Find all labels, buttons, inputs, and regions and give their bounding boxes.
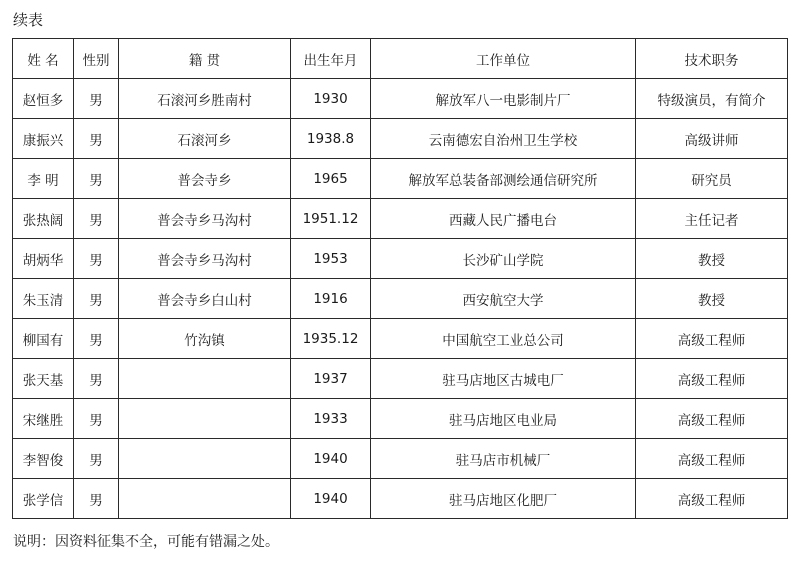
cell-birth-date: 1938.8: [291, 119, 371, 159]
cell-technical-title: 高级工程师: [636, 439, 788, 479]
cell-birth-date: 1953: [291, 239, 371, 279]
header-work-unit: 工作单位: [371, 39, 636, 79]
cell-native-place: 普会寺乡白山村: [119, 279, 291, 319]
cell-work-unit: 解放军总装备部测绘通信研究所: [371, 159, 636, 199]
cell-native-place: 普会寺乡马沟村: [119, 239, 291, 279]
cell-native-place: [119, 479, 291, 519]
cell-name: 张天基: [13, 359, 74, 399]
cell-gender: 男: [74, 399, 119, 439]
header-name: 姓 名: [13, 39, 74, 79]
cell-gender: 男: [74, 439, 119, 479]
table-row: [13, 199, 788, 239]
cell-work-unit: 云南德宏自治州卫生学校: [371, 119, 636, 159]
cell-technical-title: 高级工程师: [636, 319, 788, 359]
cell-technical-title: 高级工程师: [636, 359, 788, 399]
cell-gender: 男: [74, 79, 119, 119]
table-row: [13, 159, 788, 199]
table-row: [13, 439, 788, 479]
cell-gender: 男: [74, 319, 119, 359]
cell-gender: 男: [74, 199, 119, 239]
cell-name: 宋继胜: [13, 399, 74, 439]
cell-technical-title: 高级工程师: [636, 399, 788, 439]
header-native-place: 籍 贯: [119, 39, 291, 79]
cell-birth-date: 1935.12: [291, 319, 371, 359]
cell-name: 胡炳华: [13, 239, 74, 279]
cell-work-unit: 驻马店地区化肥厂: [371, 479, 636, 519]
personnel-table: [12, 38, 788, 519]
cell-gender: 男: [74, 159, 119, 199]
header-row: [13, 39, 788, 79]
cell-work-unit: 驻马店地区古城电厂: [371, 359, 636, 399]
cell-gender: 男: [74, 479, 119, 519]
cell-name: 李 明: [13, 159, 74, 199]
cell-work-unit: 西藏人民广播电台: [371, 199, 636, 239]
cell-native-place: 普会寺乡: [119, 159, 291, 199]
table-row: [13, 359, 788, 399]
cell-native-place: [119, 359, 291, 399]
header-birth-date: 出生年月: [291, 39, 371, 79]
table-row: [13, 319, 788, 359]
cell-native-place: 普会寺乡马沟村: [119, 199, 291, 239]
cell-work-unit: 中国航空工业总公司: [371, 319, 636, 359]
cell-birth-date: 1965: [291, 159, 371, 199]
cell-native-place: 石滚河乡胜南村: [119, 79, 291, 119]
cell-birth-date: 1937: [291, 359, 371, 399]
cell-name: 柳国有: [13, 319, 74, 359]
cell-name: 朱玉清: [13, 279, 74, 319]
cell-technical-title: 主任记者: [636, 199, 788, 239]
cell-native-place: 石滚河乡: [119, 119, 291, 159]
cell-native-place: [119, 439, 291, 479]
header-technical-title: 技术职务: [636, 39, 788, 79]
table-row: [13, 279, 788, 319]
table-row: [13, 239, 788, 279]
table-row: [13, 79, 788, 119]
header-gender: 性别: [74, 39, 119, 79]
cell-name: 赵恒多: [13, 79, 74, 119]
table-row: [13, 479, 788, 519]
cell-technical-title: 高级讲师: [636, 119, 788, 159]
cell-work-unit: 西安航空大学: [371, 279, 636, 319]
cell-work-unit: 驻马店地区电业局: [371, 399, 636, 439]
cell-work-unit: 长沙矿山学院: [371, 239, 636, 279]
cell-birth-date: 1933: [291, 399, 371, 439]
cell-name: 康振兴: [13, 119, 74, 159]
cell-technical-title: 教授: [636, 239, 788, 279]
cell-birth-date: 1930: [291, 79, 371, 119]
cell-work-unit: 解放军八一电影制片厂: [371, 79, 636, 119]
table-continuation-caption: 续表: [13, 11, 44, 29]
cell-birth-date: 1940: [291, 479, 371, 519]
cell-technical-title: 高级工程师: [636, 479, 788, 519]
cell-birth-date: 1951.12: [291, 199, 371, 239]
cell-birth-date: 1940: [291, 439, 371, 479]
cell-name: 张学信: [13, 479, 74, 519]
cell-gender: 男: [74, 119, 119, 159]
cell-birth-date: 1916: [291, 279, 371, 319]
cell-native-place: [119, 399, 291, 439]
cell-name: 张热阔: [13, 199, 74, 239]
cell-name: 李智俊: [13, 439, 74, 479]
footnote: 说明：因资料征集不全，可能有错漏之处。: [13, 534, 279, 550]
cell-gender: 男: [74, 359, 119, 399]
cell-gender: 男: [74, 239, 119, 279]
cell-technical-title: 特级演员，有简介: [636, 79, 788, 119]
table-row: [13, 119, 788, 159]
cell-technical-title: 研究员: [636, 159, 788, 199]
cell-gender: 男: [74, 279, 119, 319]
cell-technical-title: 教授: [636, 279, 788, 319]
cell-work-unit: 驻马店市机械厂: [371, 439, 636, 479]
table-row: [13, 399, 788, 439]
cell-native-place: 竹沟镇: [119, 319, 291, 359]
